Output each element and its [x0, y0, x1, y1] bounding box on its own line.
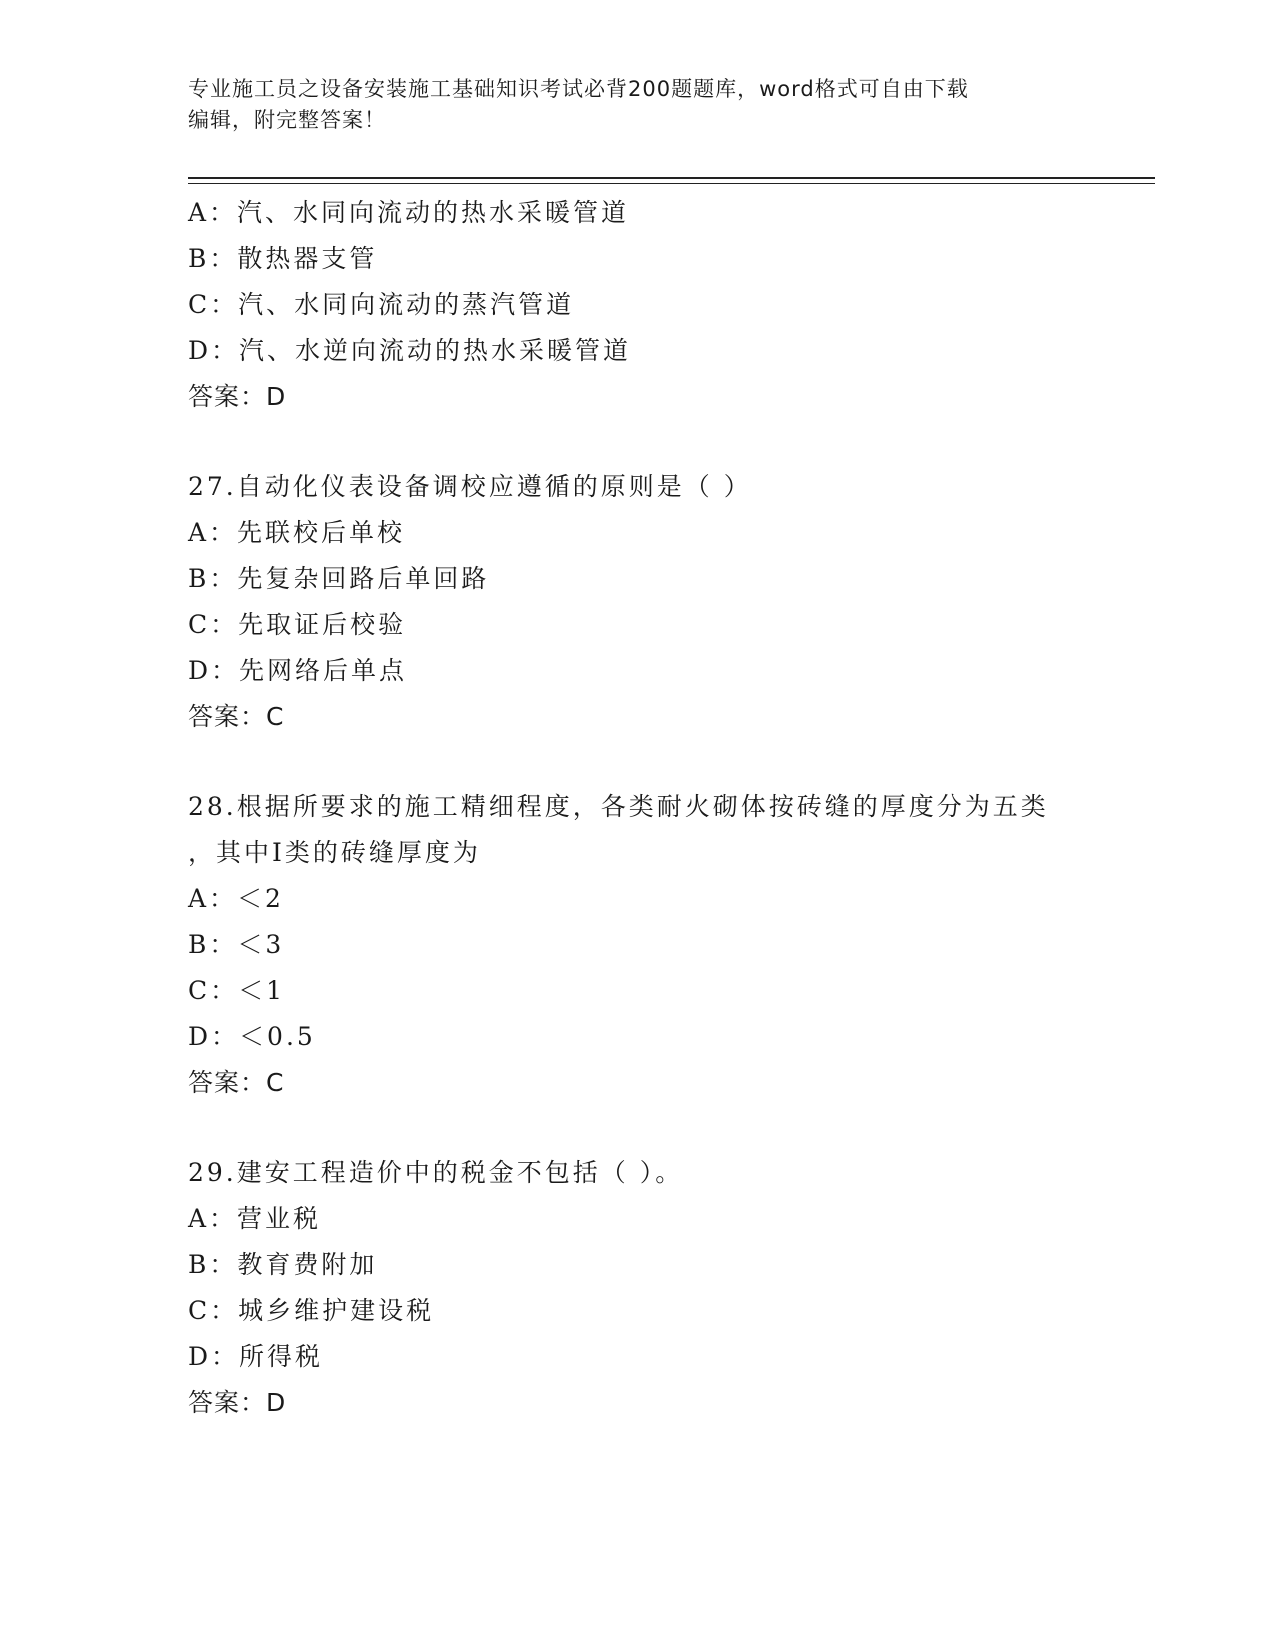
spacer: [188, 1106, 1128, 1150]
header-divider-thin: [188, 183, 1155, 184]
option-d: D：＜0.5: [188, 1022, 316, 1051]
option-d: D：汽、水逆向流动的热水采暖管道: [188, 336, 632, 365]
question-block-28: [188, 784, 1128, 1106]
header-title-line-1: 专业施工员之设备安装施工基础知识考试必背200题题库，word格式可自由下载: [188, 77, 969, 101]
option-c: C：＜1: [188, 976, 286, 1005]
option-b: B：教育费附加: [188, 1250, 378, 1279]
option-a: A：＜2: [188, 884, 284, 913]
option-b: B：散热器支管: [188, 244, 378, 273]
answer-text: 答案：C: [188, 702, 285, 731]
option-d: D：先网络后单点: [188, 656, 408, 685]
document-header: [188, 74, 1068, 136]
option-a: A：营业税: [188, 1204, 322, 1233]
option-c: C：城乡维护建设税: [188, 1296, 435, 1325]
answer-text: 答案：D: [188, 1388, 287, 1417]
spacer: [188, 740, 1128, 784]
question-block-27: [188, 464, 1128, 740]
question-block-29: [188, 1150, 1128, 1426]
option-b: B：先复杂回路后单回路: [188, 564, 490, 593]
answer-text: 答案：C: [188, 1068, 285, 1097]
question-block-26: [188, 190, 1128, 420]
spacer: [188, 420, 1128, 464]
question-text: 29.建安工程造价中的税金不包括（ ）。: [188, 1158, 684, 1187]
question-text: 27.自动化仪表设备调校应遵循的原则是（ ）: [188, 472, 752, 501]
option-c: C：汽、水同向流动的蒸汽管道: [188, 290, 575, 319]
header-divider-thick: [188, 177, 1155, 179]
question-list: [188, 190, 1128, 1426]
option-a: A：汽、水同向流动的热水采暖管道: [188, 198, 630, 227]
option-c: C：先取证后校验: [188, 610, 407, 639]
question-text-line-1: 28.根据所要求的施工精细程度，各类耐火砌体按砖缝的厚度分为五类: [188, 792, 1049, 821]
option-a: A：先联校后单校: [188, 518, 406, 547]
option-d: D：所得税: [188, 1342, 324, 1371]
option-b: B：＜3: [188, 930, 285, 959]
header-title-line-2: 编辑，附完整答案！: [188, 108, 386, 132]
answer-text: 答案：D: [188, 382, 287, 411]
question-text-line-2: ，其中Ⅰ类的砖缝厚度为: [188, 838, 481, 867]
